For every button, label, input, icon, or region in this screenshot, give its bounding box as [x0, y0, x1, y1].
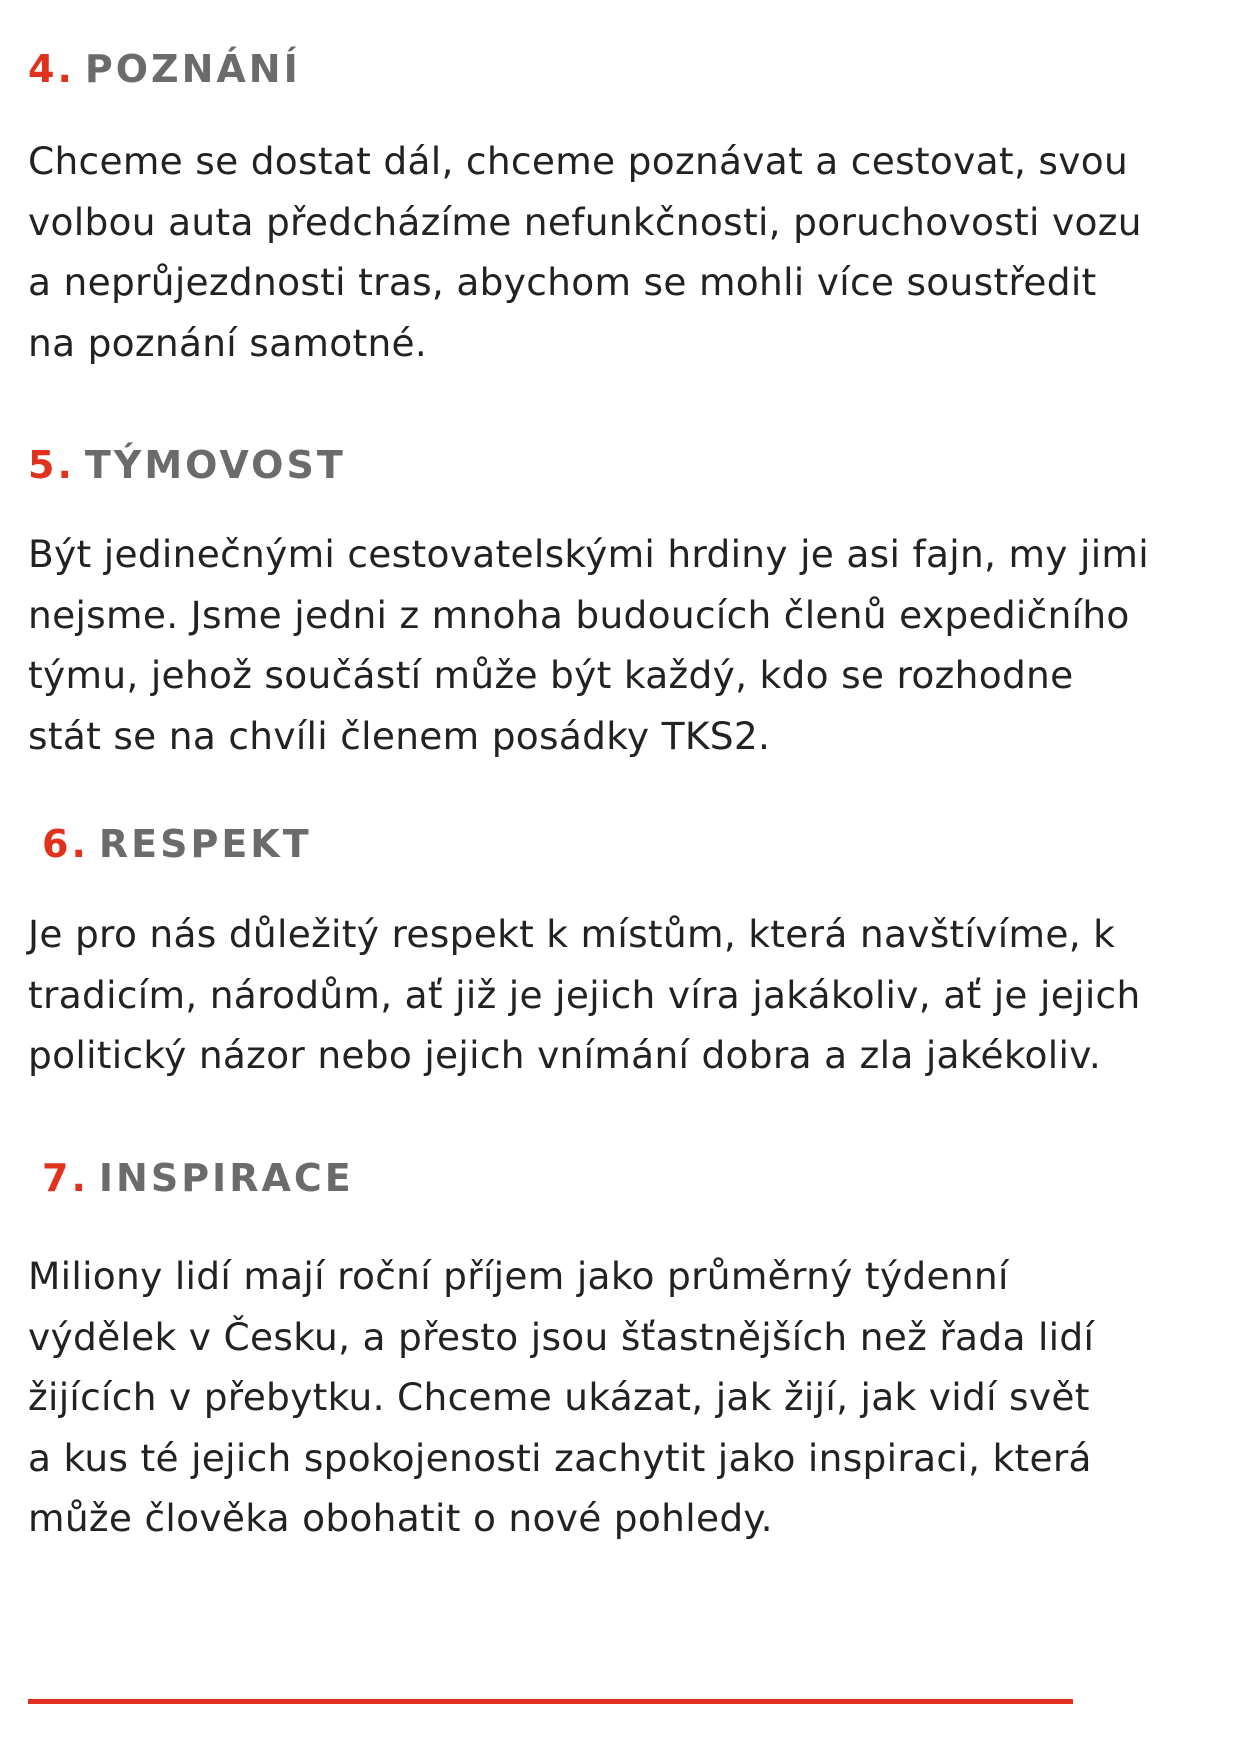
body-line: žijících v přebytku. Chceme ukázat, jak žijí, jak vidí svět — [28, 1375, 1090, 1419]
body-line: Být jedinečnými cestovatelskými hrdiny je asi fajn, my jimi — [28, 532, 1149, 576]
footer-divider — [28, 1699, 1073, 1704]
body-line: stát se na chvíli členem posádky TKS2. — [28, 713, 771, 758]
section-heading-inspirace — [42, 1156, 354, 1200]
section-heading-poznani — [28, 47, 301, 91]
section-title: POZNÁNÍ — [84, 47, 301, 91]
body-line: Chceme se dostat dál, chceme poznávat a cestovat, svou — [28, 139, 1129, 183]
section-number: 5. — [28, 443, 75, 487]
section-number: 4. — [28, 47, 75, 91]
section-title: INSPIRACE — [98, 1156, 354, 1200]
section-title: TÝMOVOST — [84, 443, 346, 487]
body-line: tradicím, národům, ať již je jejich víra jakákoliv, ať je jejich — [28, 972, 1141, 1017]
body-line: Je pro nás důležitý respekt k místům, která navštívíme, k — [28, 912, 1116, 956]
body-line: nejsme. Jsme jedni z mnoha budoucích členů expedičního — [28, 592, 1130, 637]
section-heading-respekt — [42, 822, 312, 866]
section-heading-tymovost — [28, 443, 346, 487]
body-line: volbou auta předcházíme nefunkčnosti, poruchovosti vozu — [28, 199, 1142, 244]
body-line: a neprůjezdnosti tras, abychom se mohli více soustředit — [28, 260, 1097, 304]
section-number: 6. — [42, 822, 89, 866]
section-number: 7. — [42, 1156, 89, 1200]
section-body-tymovost — [28, 524, 1218, 766]
body-line: týmu, jehož součástí může být každý, kdo se rozhodne — [28, 653, 1074, 697]
body-line: a kus té jejich spokojenosti zachytit jako inspiraci, která — [28, 1435, 1092, 1480]
body-line: výdělek v Česku, a přesto jsou šťastnějších než řada lidí — [28, 1314, 1095, 1359]
body-line: politický názor nebo jejich vnímání dobra a zla jakékoliv. — [28, 1033, 1102, 1077]
section-body-poznani — [28, 131, 1218, 373]
section-title: RESPEKT — [98, 822, 312, 866]
section-body-inspirace — [28, 1246, 1218, 1549]
body-line: Miliony lidí mají roční příjem jako průměrný týdenní — [28, 1254, 1009, 1298]
body-line: může člověka obohatit o nové pohledy. — [28, 1496, 773, 1540]
section-body-respekt — [28, 904, 1218, 1086]
body-line: na poznání samotné. — [28, 320, 428, 365]
